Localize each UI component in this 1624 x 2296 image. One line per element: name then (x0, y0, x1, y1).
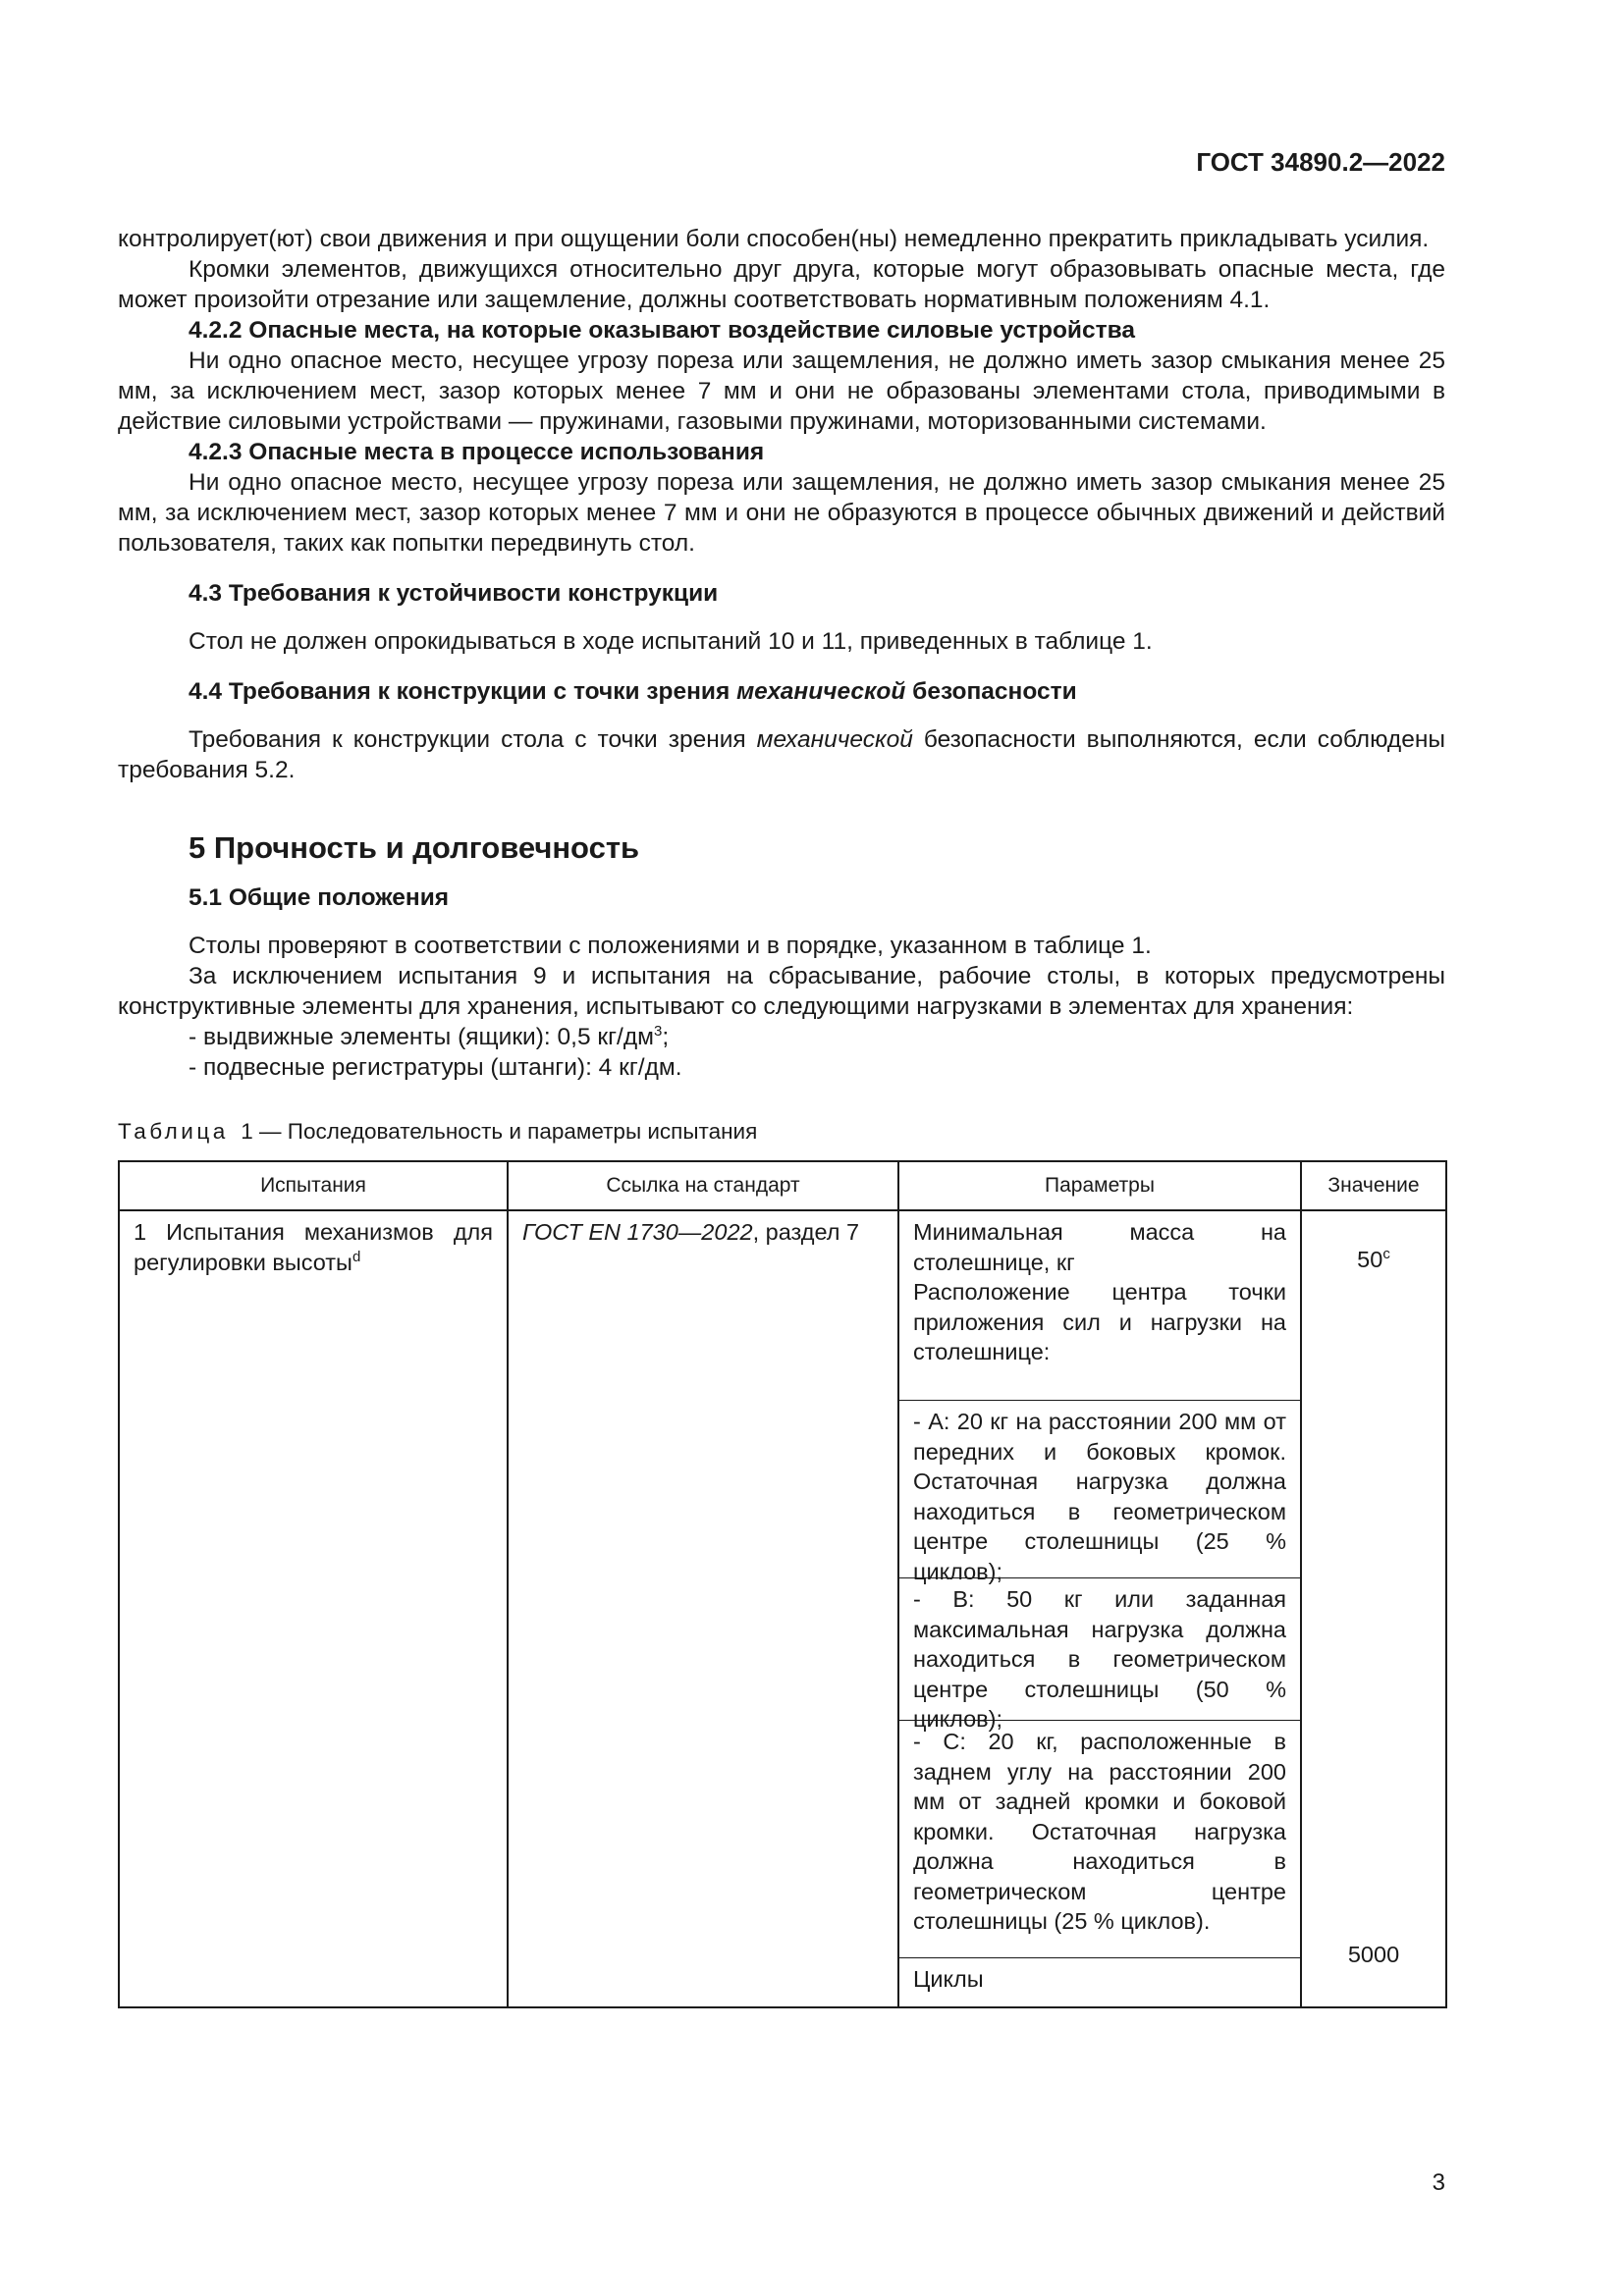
superscript: c (1382, 1246, 1390, 1263)
superscript: d (352, 1248, 361, 1265)
param-position-a: - А: 20 кг на расстоянии 200 мм от передних и боковых кромок. Остаточная нагрузка должна находиться в геометрическом центре столешницы (25 % циклов); (899, 1401, 1300, 1578)
param-min-mass: Минимальная масса на столешнице, кг Расположение центра точки приложения сил и нагрузки на столешнице: (899, 1211, 1300, 1401)
section-heading-4-2-2: 4.2.2 Опасные места, на которые оказывают воздействие силовые устройства (189, 317, 1135, 344)
paragraph-emphasis: механической (756, 726, 913, 753)
cell-test (119, 1210, 508, 2007)
paragraph-text: безопасности выполняются, если соблюдены требования 5.2. (118, 726, 1445, 783)
list-item-text: - выдвижные элементы (ящики): 0,5 кг/дм (189, 1024, 654, 1050)
column-header-value: Значение (1301, 1161, 1446, 1210)
page-number: 3 (1432, 2169, 1445, 2196)
param-cycles: Циклы (913, 1966, 984, 1992)
paragraph: Ни одно опасное место, несущее угрозу пореза или защемления, не должно иметь зазор смыкания менее 25 мм, за исключением мест, зазор которых менее 7 мм и они не образуются в процессе обычных движений и действий пользователя, таких как попытки передвинуть стол. (118, 469, 1445, 557)
paragraph: Столы проверяют в соответствии с положениями и в порядке, указанном в таблице 1. (189, 933, 1152, 959)
paragraph: Кромки элементов, движущихся относительно друг друга, которые могут образовывать опасные места, где может произойти отрезание или защемление, должны соответствовать нормативным положениям 4.1. (118, 256, 1445, 313)
paragraph: контролирует(ют) свои движения и при ощущении боли способен(ны) немедленно прекратить прикладывать усилия. (118, 226, 1430, 252)
column-header-tests: Испытания (119, 1161, 508, 1210)
superscript: 3 (653, 1022, 663, 1040)
document-code: ГОСТ 34890.2—2022 (1196, 147, 1445, 177)
list-item: - подвесные регистратуры (штанги): 4 кг/дм. (189, 1054, 682, 1081)
heading-text: 4.4 Требования к конструкции с точки зрения (189, 678, 737, 705)
column-header-standard-ref: Ссылка на стандарт (508, 1161, 898, 1210)
standard-ref-emphasis: ГОСТ EN 1730—2022 (522, 1219, 753, 1245)
table-row (119, 1210, 1446, 2007)
standard-ref-text: , раздел 7 (752, 1219, 860, 1245)
table-header-row (119, 1161, 1446, 1210)
paragraph: Стол не должен опрокидываться в ходе испытаний 10 и 11, приведенных в таблице 1. (189, 628, 1153, 655)
value-mass-text: 50 (1357, 1247, 1383, 1272)
value-mass (1302, 1211, 1445, 1940)
paragraph: Ни одно опасное место, несущее угрозу пореза или защемления, не должно иметь зазор смыкания менее 25 мм, за исключением мест, зазор которых менее 7 мм и они не образованы элементами стола, приводимыми в действие силовыми устройствами — пружинами, газовыми пружинами, моторизованными системами. (118, 347, 1445, 435)
paragraph (118, 724, 1445, 785)
table-caption-label: Таблица (118, 1119, 229, 1144)
heading-emphasis: механической (736, 678, 906, 705)
heading-text: безопасности (905, 678, 1077, 705)
section-heading-4-3: 4.3 Требования к устойчивости конструкции (189, 580, 719, 607)
cell-value (1301, 1210, 1446, 2007)
list-item (118, 1022, 1445, 1052)
table-caption (118, 1116, 1445, 1147)
column-header-parameters: Параметры (898, 1161, 1301, 1210)
param-position-b: - В: 50 кг или заданная максимальная нагрузка должна находиться в геометрическом центре столешницы (50 % циклов); (899, 1578, 1300, 1721)
section-heading-5-1: 5.1 Общие положения (189, 884, 450, 911)
param-position-c: - С: 20 кг, расположенные в заднем углу на расстоянии 200 мм от задней кромки и боковой кромки. Остаточная нагрузка должна находиться в геометрическом центре столешницы (25 % циклов). (899, 1721, 1300, 1958)
list-item-text: ; (662, 1024, 670, 1050)
section-heading-4-4 (118, 676, 1445, 707)
paragraph-text: Требования к конструкции стола с точки зрения (189, 726, 757, 753)
document-body (118, 224, 1445, 2008)
cell-parameters (898, 1210, 1301, 2007)
value-cycles: 5000 (1347, 1942, 1400, 1967)
paragraph: За исключением испытания 9 и испытания на сбрасывание, рабочие столы, в которых предусмотрены конструктивные элементы для хранения, испытывают со следующими нагрузками в элементах для хранения: (118, 963, 1445, 1020)
test-table (118, 1160, 1447, 2008)
section-heading-4-2-3: 4.2.3 Опасные места в процессе использования (189, 439, 765, 465)
cell-test-text: 1 Испытания механизмов для регулировки высоты (134, 1219, 493, 1275)
table-caption-text: 1 — Последовательность и параметры испытания (241, 1119, 758, 1144)
section-heading-5: 5 Прочность и долговечность (189, 830, 640, 865)
cell-standard-ref (508, 1210, 898, 2007)
